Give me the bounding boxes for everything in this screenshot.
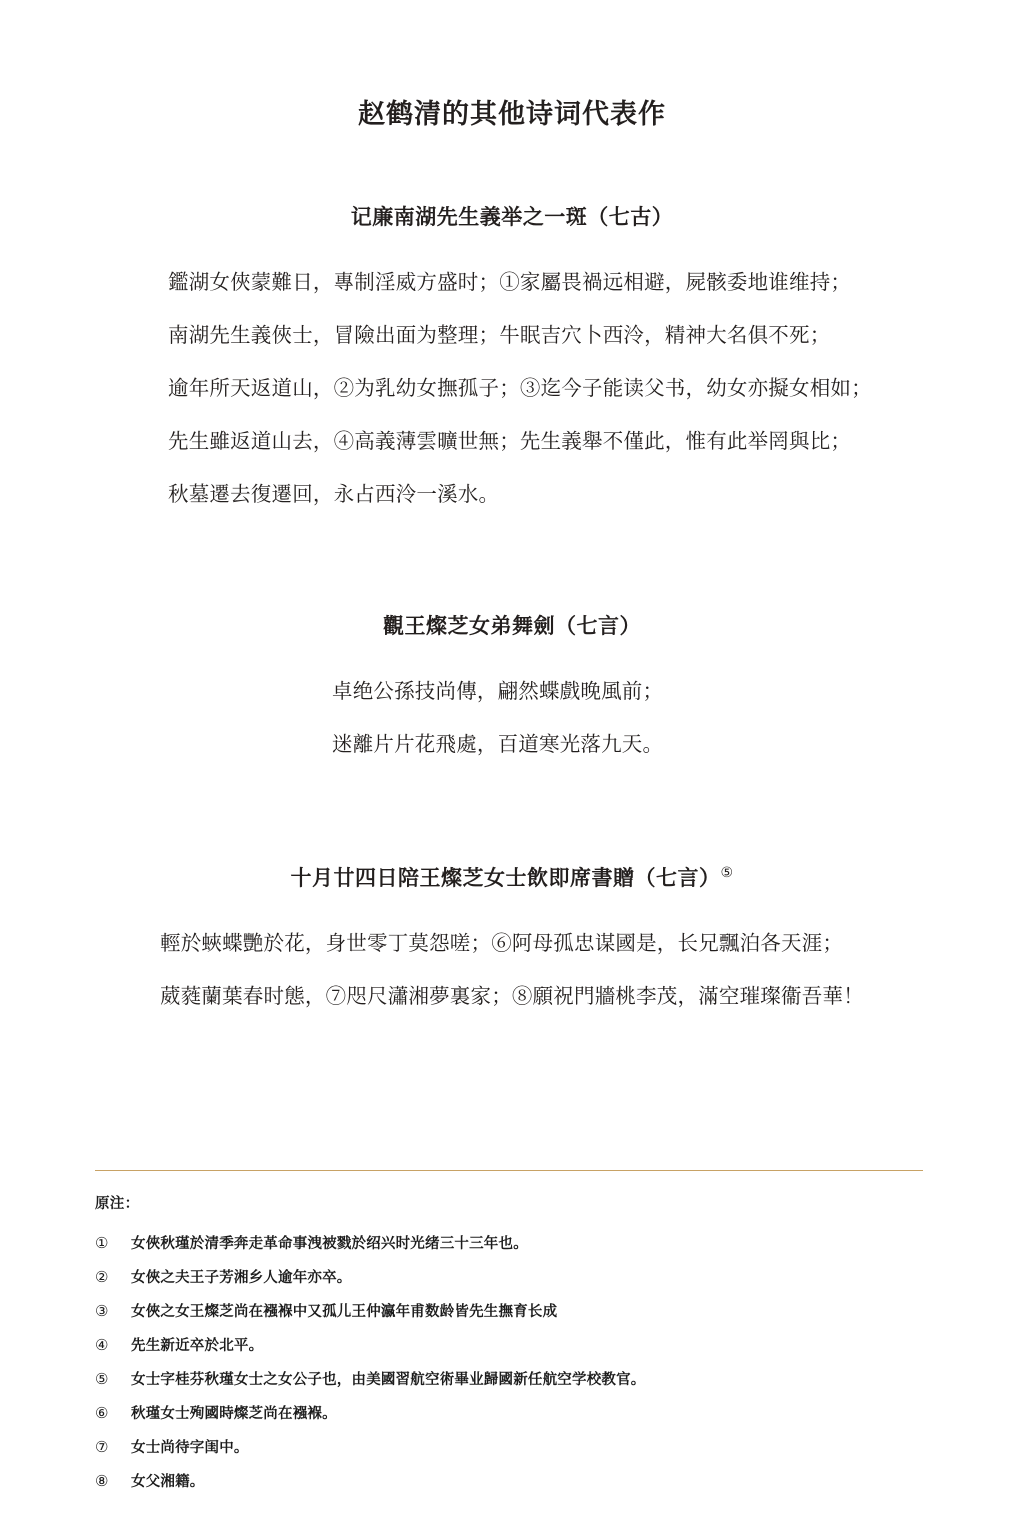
footnote-marker: ⑥: [95, 1406, 109, 1422]
footnotes-section: [95, 1192, 955, 1499]
footnote-text: 女俠之女王燦芝尚在襁褓中又孤儿王仲瀛年甫数龄皆先生撫育长成: [131, 1304, 558, 1320]
poem-line: 逾年所天返道山，②为乳幼女撫孤子；③迄今子能读父书，幼女亦擬女相如；: [168, 378, 872, 400]
footnote-item: [95, 1431, 955, 1465]
footnote-text: 女俠秋瑾於清季奔走革命事洩被戮於绍兴时光绪三十三年也。: [131, 1236, 528, 1252]
footnote-item: [95, 1261, 955, 1295]
poem-lines-1: [0, 257, 1024, 522]
poem-section-1: [0, 201, 1024, 522]
footnote-text: 女俠之夫王子芳湘乡人逾年亦卒。: [131, 1270, 352, 1286]
footnote-text: 女士尚待字闺中。: [131, 1440, 249, 1456]
footnote-marker: ⑦: [95, 1440, 109, 1456]
page-title: 赵鹤清的其他诗词代表作: [358, 99, 666, 129]
footnote-text: 先生新近卒於北平。: [131, 1338, 264, 1354]
poem-title-2: [0, 610, 1024, 640]
poem-title-footnote-marker: ⑤: [720, 864, 734, 880]
poem-line: 鑑湖女俠蒙難日，專制淫威方盛时；①家屬畏禍远相避，屍骸委地谁维持；: [168, 272, 852, 294]
poem-line: 卓绝公孫技尚傳，翩然蝶戲晚風前；: [332, 681, 664, 703]
footnote-item: [95, 1227, 955, 1261]
footnotes-heading: 原注：: [95, 1196, 140, 1212]
footnote-item: [95, 1465, 955, 1499]
poem-section-2: [0, 610, 1024, 772]
footnotes-list: [95, 1227, 955, 1499]
footnote-text: 女父湘籍。: [131, 1474, 205, 1490]
poem-title-text-2: 觀王燦芝女弟舞劍（七言）: [383, 615, 641, 638]
poem-title-text-3: 十月廿四日陪王燦芝女士飲即席書贈（七言）: [290, 867, 721, 890]
poem-line: 先生雖返道山去，④高義薄雲曠世無；先生義舉不僅此，惟有此举罔與比；: [168, 431, 852, 453]
poem-title-3: [0, 862, 1024, 892]
footnote-marker: ④: [95, 1338, 109, 1354]
footnote-item: [95, 1295, 955, 1329]
poem-line: 迷離片片花飛處，百道寒光落九天。: [332, 734, 664, 756]
poem-lines-2: [0, 666, 1024, 772]
footnote-text: 女士字桂芬秋瑾女士之女公子也，由美國習航空術畢业歸國新任航空学校教官。: [131, 1372, 646, 1388]
footnote-item: [95, 1397, 955, 1431]
footnote-marker: ①: [95, 1236, 109, 1252]
poem-title-text-1: 记廉南湖先生義举之一斑（七古）: [350, 206, 674, 229]
footnote-marker: ⑧: [95, 1474, 109, 1490]
poem-line: 秋墓遷去復遷回，永占西泠一溪水。: [168, 484, 500, 506]
footnote-item: [95, 1363, 955, 1397]
poem-line: 輕於蛺蝶艷於花，身世零丁莫怨嗟；⑥阿母孤忠谋國是，长兄飄泊各天涯；: [160, 933, 844, 955]
poem-line: 葳蕤蘭葉春时態，⑦咫尺瀟湘夢裏家；⑧願祝門牆桃李茂，滿空璀璨衞吾華！: [160, 986, 864, 1008]
footnote-text: 秋瑾女士殉國時燦芝尚在襁褓。: [131, 1406, 337, 1422]
footnote-item: [95, 1329, 955, 1363]
footnote-marker: ⑤: [95, 1372, 109, 1388]
poem-section-3: [0, 862, 1024, 1024]
poem-line: 南湖先生義俠士，冒險出面为整理；牛眠吉穴卜西泠，精神大名俱不死；: [168, 325, 831, 347]
poem-lines-3: [0, 918, 1024, 1024]
notes-divider: [95, 1170, 923, 1171]
poem-title-1: [0, 201, 1024, 231]
footnote-marker: ②: [95, 1270, 109, 1286]
footnote-marker: ③: [95, 1304, 109, 1320]
